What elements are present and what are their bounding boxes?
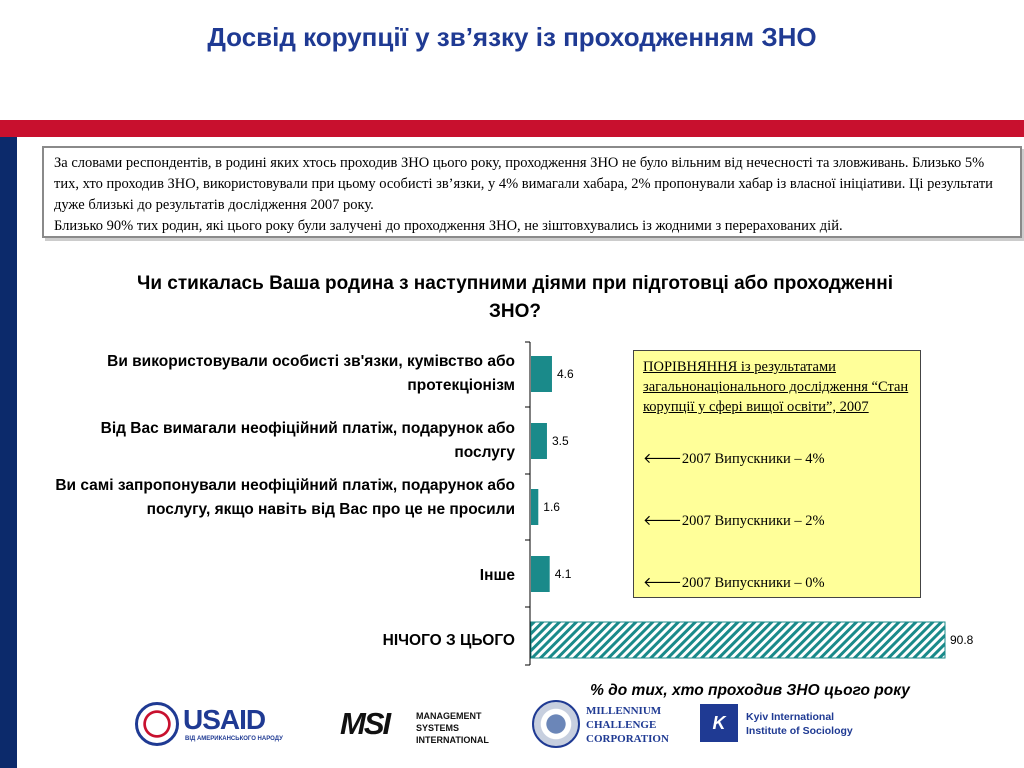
- category-label: НІЧОГО З ЦЬОГО: [382, 632, 515, 649]
- bar: [531, 356, 552, 392]
- bar-value-label: 90.8: [950, 633, 974, 647]
- usaid-logo: USAID ВІД АМЕРИКАНСЬКОГО НАРОДУ: [135, 700, 295, 750]
- mcc-logo: MILLENNIUM CHALLENGE CORPORATION: [532, 700, 682, 750]
- bar-value-label: 3.5: [551, 434, 569, 448]
- category-label: Від Вас вимагали неофіційний платіж, подарунок або послугу: [100, 420, 515, 461]
- comparison-box: [633, 350, 921, 598]
- comparison-item: 🡐2007 Випускники – 0%: [643, 575, 825, 591]
- comparison-item: 🡐2007 Випускники – 2%: [643, 513, 825, 529]
- bar: [531, 622, 945, 658]
- bar: [531, 556, 550, 592]
- category-label: Ви використовували особисті зв'язки, кумівство або протекціонізм: [107, 353, 515, 394]
- comparison-header: ПОРІВНЯННЯ із результатами загальнонаціонального дослідження “Стан корупції у сфері вищої освіти”, 2007: [643, 359, 909, 415]
- category-label: Ви самі запропонували неофіційний платіж, подарунок або послугу, якщо навіть від Вас про це не просили: [55, 477, 515, 518]
- summary-text-2: Близько 90% тих родин, які цього року були залучені до проходження ЗНО, не зіштовхувались із жодними з перерахованих дій.: [54, 218, 843, 234]
- bar: [531, 423, 547, 459]
- bar-value-label: 4.1: [554, 567, 572, 581]
- bar-value-label: 4.6: [556, 367, 574, 381]
- arrow-left-icon: 🡐: [643, 575, 682, 591]
- bar-value-label: 1.6: [543, 500, 560, 514]
- globe-seal-icon: [532, 700, 580, 748]
- comparison-item: 🡐2007 Випускники – 4%: [643, 451, 825, 467]
- slide-title: Досвід корупції у зв’язку із проходженням ЗНО: [207, 22, 817, 52]
- msi-logo: MSI MANAGEMENT SYSTEMS INTERNATIONAL: [340, 706, 489, 745]
- summary-text-1: За словами респондентів, в родині яких хтось проходив ЗНО цього року, проходження ЗНО не було вільним від нечесності та зловживань. Близько 5% тих, хто проходив ЗНО, використовували при цьому особисті зв’язки, у 4% вимагали хабара, 2% пропонували хабар із власної ініціативи. Ці результати дуже близькі до результатів дослідження 2007 року.: [54, 155, 993, 213]
- category-label: Інше: [479, 567, 515, 584]
- arrow-left-icon: 🡐: [643, 513, 682, 529]
- kiis-logo: K Kyiv International Institute of Sociology: [700, 704, 880, 744]
- arrow-left-icon: 🡐: [643, 451, 682, 467]
- x-axis-label: % до тих, хто проходив ЗНО цього року: [590, 682, 910, 699]
- bar: [531, 489, 538, 525]
- chart-title: Чи стикалась Ваша родина з наступними діями при підготовці або проходженні ЗНО?: [136, 273, 894, 322]
- usaid-seal-icon: [135, 702, 179, 746]
- kiis-emblem-icon: K: [700, 704, 738, 742]
